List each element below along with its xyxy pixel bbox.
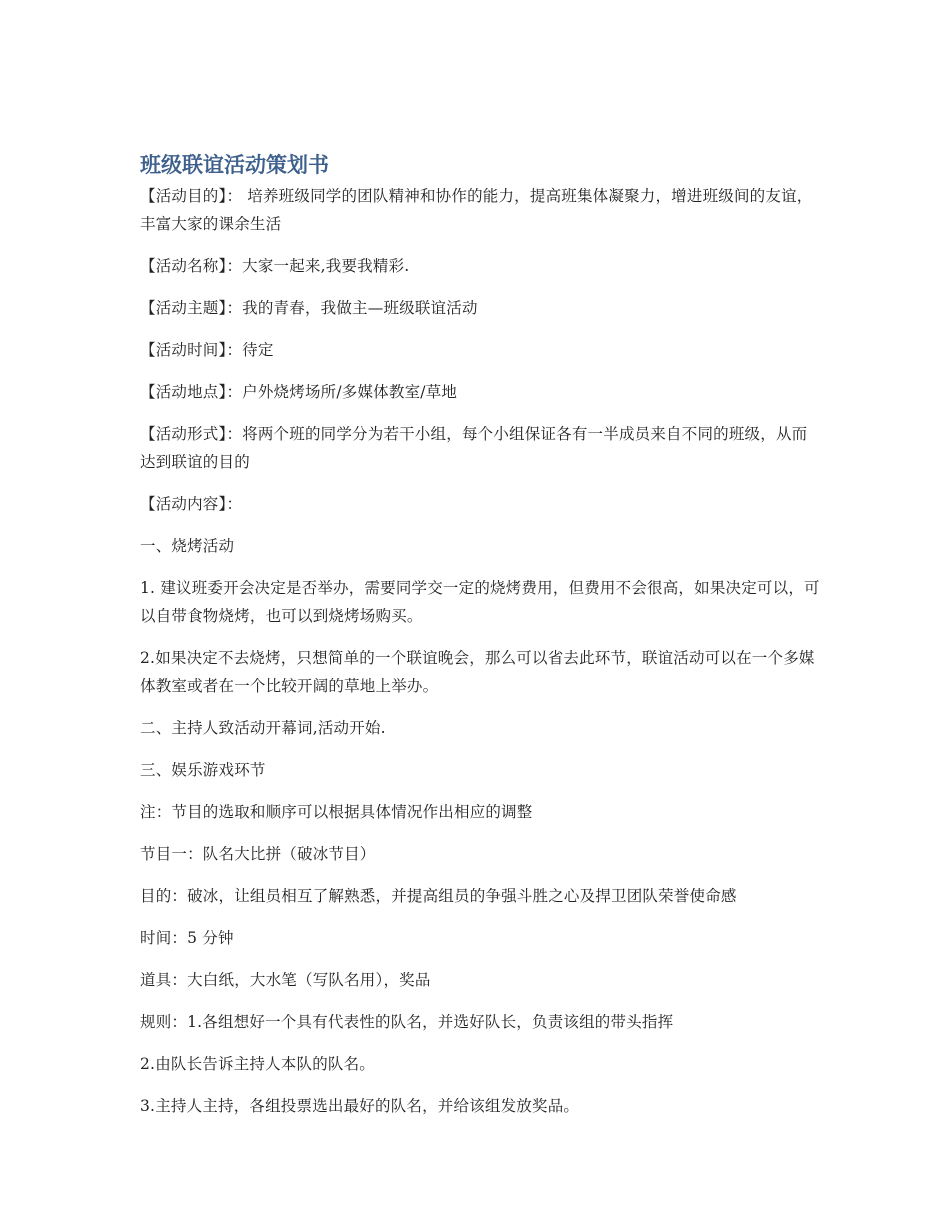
program-1-title: 节目一：队名大比拼（破冰节目）: [140, 845, 376, 863]
bbq-item-1: 1. 建议班委开会决定是否举办，需要同学交一定的烧烤费用，但费用不会很高，如果决定可以，可以自带食物烧烤，也可以到烧烤场购买。: [140, 579, 820, 625]
paragraph-name: 【活动名称】：大家一起来,我要我精彩.: [140, 257, 410, 275]
program-1-props: 道具：大白纸，大水笔（写队名用），奖品: [140, 971, 431, 989]
section-bbq-heading: 一、烧烤活动: [140, 537, 235, 555]
section-opening-heading: 二、主持人致活动开幕词,活动开始.: [140, 719, 386, 737]
bbq-item-2: 2.如果决定不去烧烤，只想简单的一个联谊晚会，那么可以省去此环节，联谊活动可以在一个多媒体教室或者在一个比较开阔的草地上举办。: [140, 649, 815, 695]
program-1-rule-1: 规则：1.各组想好一个具有代表性的队名，并选好队长，负责该组的带头指挥: [140, 1013, 674, 1031]
program-1-rule-2: 2.由队长告诉主持人本队的队名。: [140, 1055, 375, 1073]
section-games-heading: 三、娱乐游戏环节: [140, 761, 266, 779]
paragraph-purpose: 【活动目的】： 培养班级同学的团队精神和协作的能力，提高班集体凝聚力，增进班级间的友谊，丰富大家的课余生活: [140, 187, 813, 233]
paragraph-location: 【活动地点】：户外烧烤场所/多媒体教室/草地: [140, 383, 458, 401]
document-page: [140, 150, 820, 1134]
paragraph-format: 【活动形式】：将两个班的同学分为若干小组，每个小组保证各有一半成员来自不同的班级，从而达到联谊的目的: [140, 425, 808, 471]
paragraph-theme: 【活动主题】：我的青春，我做主—班级联谊活动: [140, 299, 478, 317]
paragraph-time: 【活动时间】：待定: [140, 341, 274, 359]
program-1-purpose: 目的：破冰，让组员相互了解熟悉，并提高组员的争强斗胜之心及捍卫团队荣誉使命感: [140, 887, 737, 905]
paragraph-content-heading: 【活动内容】：: [140, 495, 243, 513]
games-note: 注：节目的选取和顺序可以根据具体情况作出相应的调整: [140, 803, 533, 821]
program-1-time: 时间：5 分钟: [140, 929, 234, 947]
document-title: 班级联谊活动策划书: [140, 153, 329, 177]
program-1-rule-3: 3.主持人主持，各组投票选出最好的队名，并给该组发放奖品。: [140, 1097, 580, 1115]
